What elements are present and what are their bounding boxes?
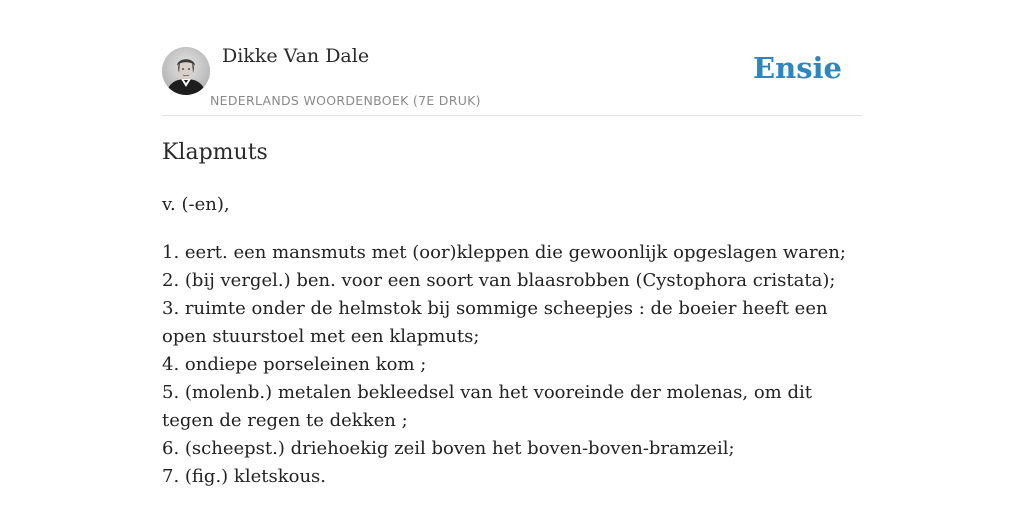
brand-logo[interactable]: Ensie <box>753 51 842 85</box>
source-label[interactable]: NEDERLANDS WOORDENBOEK (7E DRUK) <box>210 93 481 108</box>
definition-item: 5. (molenb.) metalen bekleedsel van het vooreinde der molenas, om dit tegen de regen te dekken ; <box>162 382 812 431</box>
definition-item: 4. ondiepe porseleinen kom ; <box>162 354 427 375</box>
definition-item: 7. (fig.) kletskous. <box>162 466 326 487</box>
entry-title: Klapmuts <box>162 140 268 165</box>
entry-card <box>162 0 862 512</box>
definition-item: 2. (bij vergel.) ben. voor een soort van blaasrobben (Cystophora cristata); <box>162 270 836 291</box>
definition-item: 6. (scheepst.) driehoekig zeil boven het boven-boven-bramzeil; <box>162 438 735 459</box>
portrait-icon <box>162 47 210 95</box>
author-name[interactable]: Dikke Van Dale <box>222 45 370 67</box>
grammar-note: v. (-en), <box>162 194 230 215</box>
author-avatar[interactable] <box>162 47 210 95</box>
entry-header <box>162 0 862 116</box>
definition-item: 1. eert. een mansmuts met (oor)kleppen die gewoonlijk opgeslagen waren; <box>162 242 846 263</box>
definition-item: 3. ruimte onder de helmstok bij sommige scheepjes : de boeier heeft een open stuurstoel met een klapmuts; <box>162 298 828 347</box>
definition-list <box>162 239 862 491</box>
